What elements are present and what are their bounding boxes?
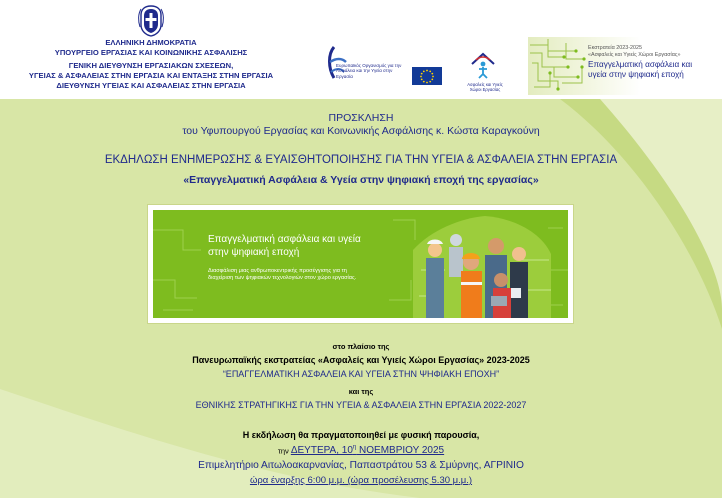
- campaign-name: Πανευρωπαϊκής εκστρατείας «Ασφαλείς και Υγιείς Χώροι Εργασίας» 2023-2025: [192, 355, 530, 365]
- invitation-panel: [0, 99, 722, 498]
- campaign-logo: [528, 37, 716, 95]
- event-subtitle: «Επαγγελματική Ασφάλεια & Υγεία στην ψηφιακή εποχή της εργασίας»: [183, 174, 539, 186]
- banner-title: Επαγγελματική ασφάλεια και υγεία στην ψηφιακή εποχή: [208, 234, 361, 258]
- date-lead: την: [277, 446, 291, 456]
- campaign-years: Εκστρατεία 2023-2025: [588, 45, 642, 51]
- date-month: ΝΟΕΜΒΡΙΟΥ 2025: [356, 445, 445, 457]
- ministry-line: ΥΠΟΥΡΓΕΙΟ ΕΡΓΑΣΙΑΣ ΚΑΙ ΚΟΙΝΩΝΙΚΗΣ ΑΣΦΑΛΙΣΗΣ: [54, 48, 248, 57]
- ministry-line: ΕΛΛΗΝΙΚΗ ΔΗΜΟΚΡΑΤΙΑ: [105, 38, 197, 47]
- banner-subtitle: Διασφάλιση μιας ανθρωποκεντρικής προσέγγισης για τη διαχείριση των ψηφιακών τεχνολογιών στον χώρο εργασίας.: [208, 268, 357, 282]
- campaign-title: Επαγγελματική ασφάλεια και υγεία στην ψηφιακή εποχή: [588, 60, 693, 79]
- workers-illustration: [401, 210, 568, 318]
- national-strategy: ΕΘΝΙΚΗΣ ΣΤΡΑΤΗΓΙΚΗΣ ΓΙΑ ΤΗΝ ΥΓΕΙΑ & ΑΣΦΑΛΕΙΑ ΣΤΗΝ ΕΡΓΑΣΙΑ 2022-2027: [195, 400, 527, 410]
- campaign-theme: “ΕΠΑΓΓΕΛΜΑΤΙΚΗ ΑΣΦΑΛΕΙΑ ΚΑΙ ΥΓΕΙΑ ΣΤΗΝ ΨΗΦΙΑΚΗ ΕΠΟΧΗ”: [222, 369, 500, 379]
- and-label: και της: [348, 387, 374, 396]
- event-venue: Επιμελητήριο Αιτωλοακαρνανίας, Παπαστράτου 53 & Σμύρνης, ΑΓΡΙΝΙΟ: [198, 460, 524, 471]
- date-day: ΔΕΥΤΕΡΑ, 10: [290, 445, 353, 457]
- event-date: [0, 445, 722, 456]
- ministry-line: ΥΓΕΙΑΣ & ΑΣΦΑΛΕΙΑΣ ΣΤΗΝ ΕΡΓΑΣΙΑ ΚΑΙ ΕΝΤΑΞΗΣ ΣΤΗΝ ΕΡΓΑΣΙΑ: [28, 71, 274, 80]
- attendance-note: Η εκδήλωση θα πραγματοποιηθεί με φυσική παρουσία,: [242, 430, 480, 440]
- invitation-host: του Υφυπουργού Εργασίας και Κοινωνικής Ασφάλισης κ. Κώστα Καραγκούνη: [182, 125, 540, 137]
- framework-label: στο πλαίσιο της: [332, 342, 390, 351]
- circuit-pattern-icon: [528, 37, 588, 95]
- event-time: ώρα έναρξης 6:00 μ.μ. (ώρα προσέλευσης 5.30 μ.μ.): [249, 475, 473, 486]
- eu-osha-text: Ευρωπαϊκός Οργανισμός για την Ασφάλεια και την Υγεία στην Εργασία: [336, 63, 402, 79]
- campaign-subtitle: «Ασφαλείς και Υγιείς Χώροι Εργασίας»: [588, 52, 681, 58]
- healthy-workplaces-text: Ασφαλείς και Υγιείς Χώροι Εργασίας: [467, 82, 503, 92]
- invitation-title: ΠΡΟΣΚΛΗΣΗ: [328, 112, 394, 124]
- campaign-banner: [147, 204, 574, 324]
- banner-green-area: [153, 210, 568, 318]
- ministry-line: ΓΕΝΙΚΗ ΔΙΕΥΘΥΝΣΗ ΕΡΓΑΣΙΑΚΩΝ ΣΧΕΣΕΩΝ,: [68, 61, 234, 70]
- date-value: [291, 445, 444, 456]
- ministry-heading: [20, 38, 282, 91]
- worker-robot: [449, 234, 463, 277]
- eu-flag-icon: [412, 67, 442, 85]
- healthy-workplaces-logo-icon: [468, 50, 498, 80]
- greek-emblem-icon: [137, 5, 165, 37]
- date-ordinal: η: [352, 445, 357, 451]
- worker-hardhat: [461, 253, 482, 318]
- worker-left: [426, 240, 444, 319]
- letterhead: [0, 0, 722, 99]
- ministry-line: ΔΙΕΥΘΥΝΣΗ ΥΓΕΙΑΣ ΚΑΙ ΑΣΦΑΛΕΙΑΣ ΣΤΗΝ ΕΡΓΑΣΙΑ: [56, 81, 246, 90]
- event-title: ΕΚΔΗΛΩΣΗ ΕΝΗΜΕΡΩΣΗΣ & ΕΥΑΙΣΘΗΤΟΠΟΙΗΣΗΣ ΓΙΑ ΤΗΝ ΥΓΕΙΑ & ΑΣΦΑΛΕΙΑ ΣΤΗΝ ΕΡΓΑΣΙΑ: [104, 154, 618, 166]
